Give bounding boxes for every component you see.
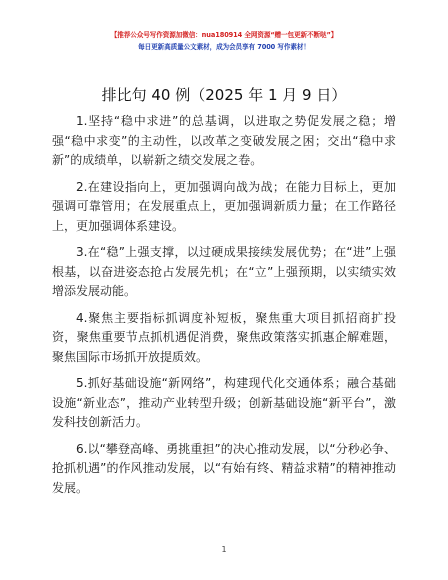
promo-banner-line-1: 【推荐公众号写作资源加微信：nua180914 全网资源“赠一包更新不断哒”】 [110,31,338,39]
paragraph-item: 6.以“攀登高峰、勇挑重担”的决心推动发展，以“分秒必争、抢抓机遇”的作风推动发展，以“有始有终、精益求精”的精神推动发展。 [52,441,396,495]
paragraph-list [52,112,396,505]
promo-banner-line-2: 每日更新高质量公文素材，成为会员享有 7000 写作素材！ [138,43,310,51]
paragraph-item: 4.聚焦主要指标抓调度补短板，聚焦重大项目抓招商扩投资，聚焦重要节点抓机遇促消费，聚焦政策落实抓惠企解难题，聚焦国际市场抓开放提质效。 [52,310,396,364]
document-title: 排比句 40 例（2025 年 1 月 9 日） [101,86,347,104]
paragraph-item: 2.在建设指向上，更加强调向战为战；在能力目标上，更加强调可靠管用；在发展重点上，更加强调新质力量；在工作路径上，更加强调体系建设。 [52,179,396,233]
page-number: 1 [221,545,227,554]
paragraph-item: 3.在“稳”上强支撑，以过硬成果接续发展优势；在“进”上强根基，以奋进姿态抢占发展先机；在“立”上强预期，以实绩实效增添发展动能。 [52,245,396,298]
paragraph-item: 5.抓好基础设施“新网络”，构建现代化交通体系；融合基础设施“新业态”，推动产业转型升级；创新基础设施“新平台”，激发科技创新活力。 [52,376,396,429]
paragraph-item: 1.坚持“稳中求进”的总基调，以进取之势促发展之稳；增强“稳中求变”的主动性，以改革之变破发展之困；交出“稳中求新”的成绩单，以崭新之绩交发展之卷。 [52,114,396,167]
